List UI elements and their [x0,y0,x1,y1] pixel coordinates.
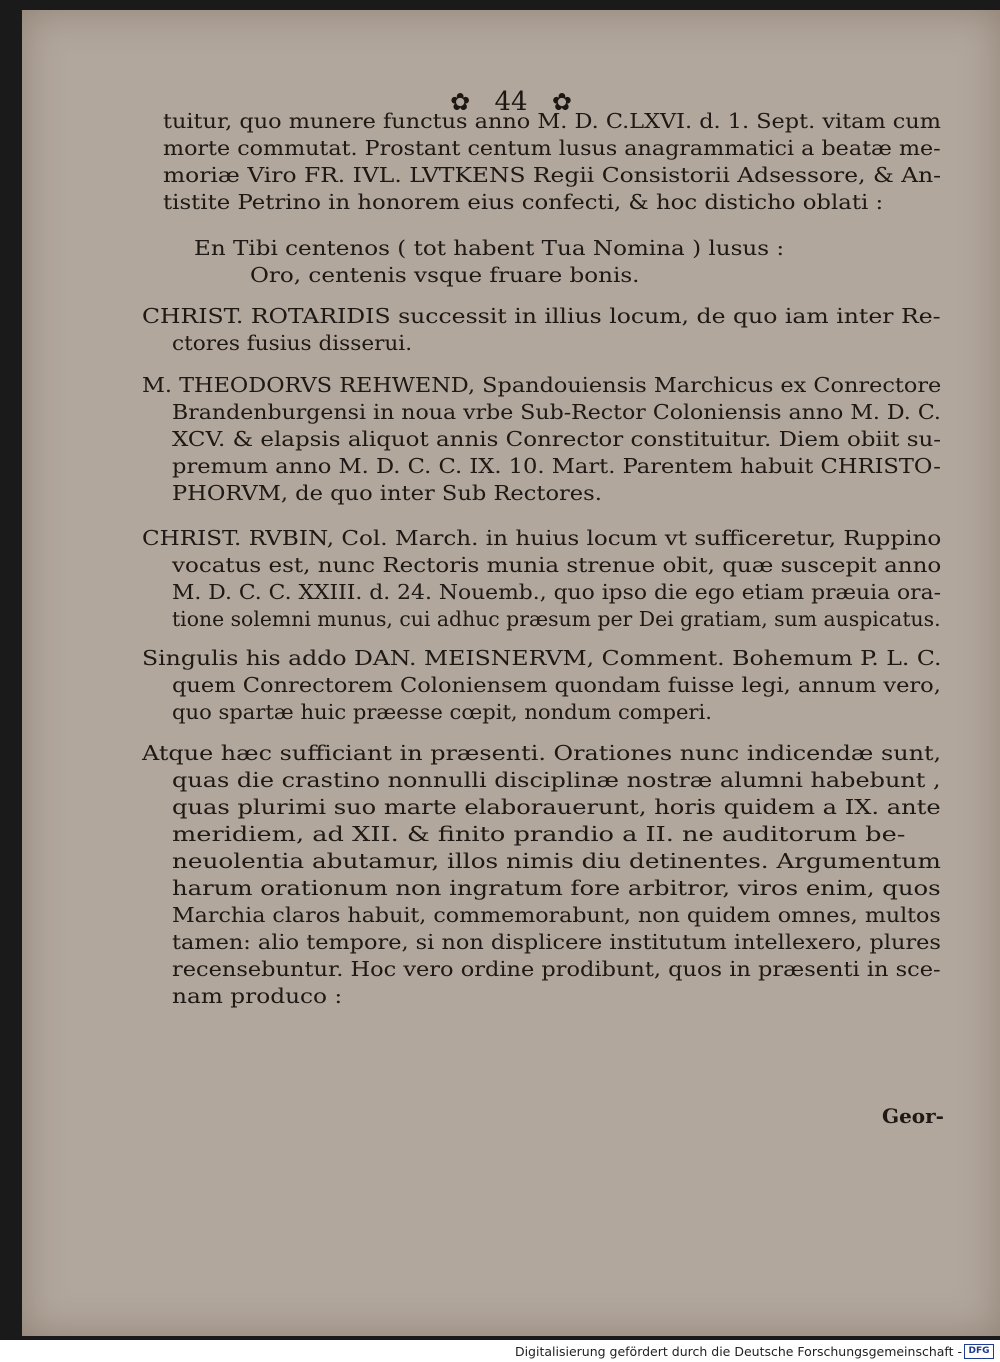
text-line: Marchia claros habuit, commemorabunt, non quidem omnes, multos [172,903,941,927]
text-line: quas die crastino nonnulli disciplinæ nostræ alumni habebunt , [172,768,941,792]
dfg-logo-icon: DFG [964,1344,994,1359]
text-line: Atque hæc sufficiant in præsenti. Orationes nunc indicendæ sunt, [142,741,942,765]
page-number: 44 [494,87,528,117]
text-line: neuolentia abutamur, illos nimis diu detinentes. Argumentum [172,849,941,873]
text-line: M. THEODORVS REHWEND, Spandouiensis Marchicus ex Conrectore [142,373,942,397]
text-line: tistite Petrino in honorem eius confecti, & hoc disticho oblati : [163,190,884,214]
text-line: Oro, centenis vsque fruare bonis. [250,263,640,287]
text-line: morte commutat. Prostant centum lusus anagrammatici a beatæ me- [163,136,941,160]
text-line: vocatus est, nunc Rectoris munia strenue obit, quæ suscepit anno [172,553,942,577]
text-line: meridiem, ad XII. & finito prandio a II. ne auditorum be- [172,822,906,846]
text-line: Brandenburgensi in noua vrbe Sub-Rector Coloniensis anno M. D. C. [172,400,941,424]
text-line: nam produco : [172,984,343,1008]
book-page [22,10,1000,1336]
text-line: XCV. & elapsis aliquot annis Conrector constituitur. Diem obiit su- [172,427,942,451]
footer-credit: Digitalisierung gefördert durch die Deutsche Forschungsgemeinschaft - [514,1344,962,1359]
ornament-right-icon: ✿ [551,88,572,116]
digitization-footer [0,1340,1000,1362]
text-line: tione solemni munus, cui adhuc præsum per Dei gratiam, sum auspicatus. [172,607,941,631]
text-line: quo spartæ huic præesse cœpit, nondum comperi. [172,700,712,724]
text-line: En Tibi centenos ( tot habent Tua Nomina ) lusus : [194,236,785,260]
text-line: harum orationum non ingratum fore arbitror, viros enim, quos [172,876,941,900]
text-line: ctores fusius disserui. [172,331,413,355]
text-line: premum anno M. D. C. C. IX. 10. Mart. Parentem habuit CHRISTO- [172,454,941,478]
text-line: CHRIST. RVBIN, Col. March. in huius locum vt sufficeretur, Ruppino [142,526,942,550]
text-line: M. D. C. C. XXIII. d. 24. Nouemb., quo ipso die ego etiam præuia ora- [172,580,942,604]
text-line: CHRIST. ROTARIDIS successit in illius locum, de quo iam inter Re- [142,304,941,328]
text-line: PHORVM, de quo inter Sub Rectores. [172,481,602,505]
text-line: tamen: alio tempore, si non displicere institutum intellexero, plures [172,930,941,954]
ornament-left-icon: ✿ [450,88,471,116]
text-line: quas plurimi suo marte elaborauerunt, horis quidem a IX. ante [172,795,941,819]
text-line: Singulis his addo DAN. MEISNERVM, Comment. Bohemum P. L. C. [142,646,942,670]
text-line: moriæ Viro FR. IVL. LVTKENS Regii Consistorii Adsessore, & An- [163,163,942,187]
text-line: recensebuntur. Hoc vero ordine prodibunt, quos in præsenti in sce- [172,957,941,981]
text-line: quem Conrectorem Coloniensem quondam fuisse legi, annum vero, [172,673,941,697]
catchword: Geor- [882,1104,944,1128]
text-line: tuitur, quo munere functus anno M. D. C.LXVI. d. 1. Sept. vitam cum [163,109,941,133]
